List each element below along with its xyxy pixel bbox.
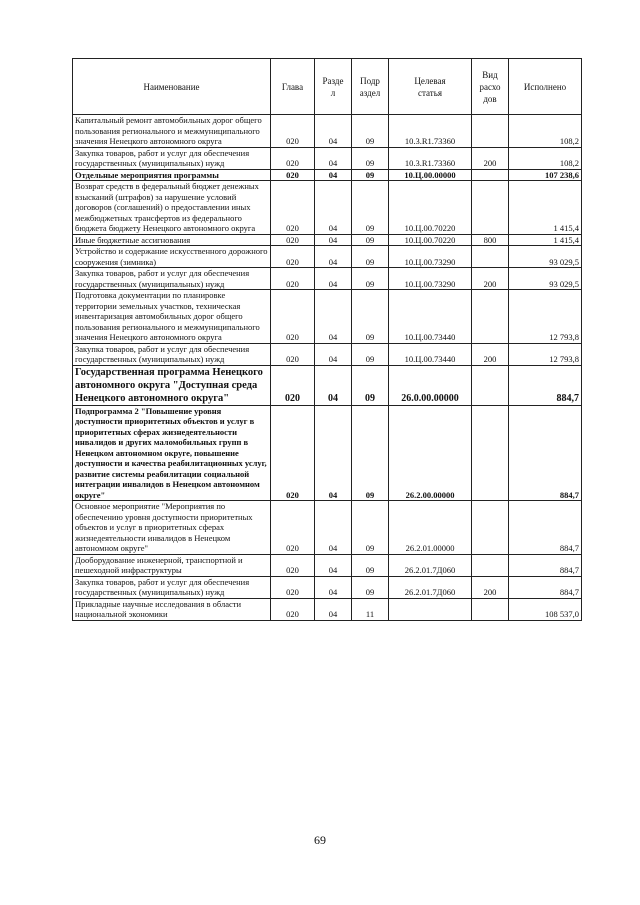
cell-razdel: 04 [315,365,352,405]
table-row [73,343,582,365]
cell-podrazdel: 09 [352,554,389,576]
cell-podrazdel: 09 [352,365,389,405]
cell-name: Возврат средств в федеральный бюджет денежных взысканий (штрафов) за нарушение условий договоров (соглашений) о предоставлении иных межбюджетных трансфертов из федерального бюджета бюджету Ненецкого автономного округа [73,181,271,235]
cell-razdel: 04 [315,598,352,620]
cell-razdel: 04 [315,343,352,365]
cell-glava: 020 [271,268,315,290]
cell-vid: 800 [472,234,509,246]
cell-podrazdel: 09 [352,290,389,344]
cell-name: Закупка товаров, работ и услуг для обеспечения государственных (муниципальных) нужд [73,343,271,365]
cell-name: Дооборудование инженерной, транспортной и пешеходной инфраструктуры [73,554,271,576]
cell-statya: 10.Ц.00.70220 [389,234,472,246]
header-glava: Глава [271,59,315,115]
cell-amount: 884,7 [509,365,582,405]
table-row [73,268,582,290]
cell-statya: 10.3.R1.73360 [389,147,472,169]
cell-amount: 93 029,5 [509,268,582,290]
table-row [73,169,582,181]
cell-glava: 020 [271,598,315,620]
cell-vid: 200 [472,343,509,365]
cell-amount: 93 029,5 [509,246,582,268]
cell-glava: 020 [271,405,315,501]
cell-amount: 1 415,4 [509,234,582,246]
cell-amount: 107 238,6 [509,169,582,181]
cell-statya: 10.Ц.00.73290 [389,246,472,268]
cell-statya: 10.Ц.00.00000 [389,169,472,181]
cell-name: Подготовка документации по планировке территории земельных участков, техническая инвентаризация автомобильных дорог общего пользования регионального и межмуниципального значения Ненецкого автономного округа [73,290,271,344]
cell-glava: 020 [271,576,315,598]
cell-name: Иные бюджетные ассигнования [73,234,271,246]
cell-razdel: 04 [315,501,352,555]
cell-podrazdel: 09 [352,169,389,181]
cell-podrazdel: 09 [352,246,389,268]
header-vid: Вид расхо дов [472,59,509,115]
cell-name: Отдельные мероприятия программы [73,169,271,181]
cell-razdel: 04 [315,554,352,576]
cell-amount: 884,7 [509,405,582,501]
cell-vid [472,246,509,268]
cell-amount: 884,7 [509,501,582,555]
cell-vid [472,598,509,620]
cell-podrazdel: 09 [352,576,389,598]
cell-podrazdel: 09 [352,268,389,290]
cell-glava: 020 [271,181,315,235]
cell-amount: 108 537,0 [509,598,582,620]
header-statya: Целевая статья [389,59,472,115]
cell-amount: 108,2 [509,147,582,169]
table-row [73,576,582,598]
cell-podrazdel: 09 [352,234,389,246]
cell-name: Устройство и содержание искусственного дорожного сооружения (зимника) [73,246,271,268]
cell-razdel: 04 [315,169,352,181]
table-row [73,501,582,555]
cell-vid [472,501,509,555]
cell-statya: 26.0.00.00000 [389,365,472,405]
cell-razdel: 04 [315,268,352,290]
header-ispolneno: Исполнено [509,59,582,115]
cell-podrazdel: 11 [352,598,389,620]
cell-vid [472,405,509,501]
header-name: Наименование [73,59,271,115]
table-row [73,405,582,501]
table-row [73,554,582,576]
cell-podrazdel: 09 [352,147,389,169]
cell-name: Закупка товаров, работ и услуг для обеспечения государственных (муниципальных) нужд [73,147,271,169]
cell-glava: 020 [271,290,315,344]
cell-statya: 26.2.01.00000 [389,501,472,555]
cell-razdel: 04 [315,234,352,246]
table-row [73,246,582,268]
cell-statya: 10.Ц.00.73440 [389,290,472,344]
cell-vid [472,290,509,344]
cell-statya: 10.Ц.00.70220 [389,181,472,235]
cell-vid: 200 [472,576,509,598]
cell-amount: 884,7 [509,576,582,598]
cell-amount: 12 793,8 [509,290,582,344]
cell-vid [472,181,509,235]
cell-glava: 020 [271,169,315,181]
cell-glava: 020 [271,115,315,148]
header-podrazdel: Подр аздел [352,59,389,115]
cell-name: Капитальный ремонт автомобильных дорог общего пользования регионального и межмуниципального значения Ненецкого автономного округа [73,115,271,148]
cell-razdel: 04 [315,181,352,235]
cell-glava: 020 [271,554,315,576]
cell-podrazdel: 09 [352,501,389,555]
cell-glava: 020 [271,147,315,169]
cell-vid [472,115,509,148]
cell-vid [472,365,509,405]
cell-razdel: 04 [315,576,352,598]
cell-razdel: 04 [315,115,352,148]
cell-amount: 12 793,8 [509,343,582,365]
cell-statya: 10.Ц.00.73440 [389,343,472,365]
table-header-row [73,59,582,115]
cell-statya: 10.Ц.00.73290 [389,268,472,290]
page-number: 69 [314,833,326,847]
cell-glava: 020 [271,501,315,555]
cell-podrazdel: 09 [352,115,389,148]
cell-glava: 020 [271,365,315,405]
table-row [73,115,582,148]
table-row [73,598,582,620]
cell-vid [472,169,509,181]
table-body [73,115,582,621]
cell-vid: 200 [472,147,509,169]
cell-razdel: 04 [315,147,352,169]
cell-name: Прикладные научные исследования в области национальной экономики [73,598,271,620]
cell-vid [472,554,509,576]
table-row [73,147,582,169]
cell-name: Подпрограмма 2 "Повышение уровня доступности приоритетных объектов и услуг в приоритетных сферах жизнедеятельности инвалидов и других маломобильных групп в Ненецком автономном округе, повышение доступности и качества реабилитационных услуг, развитие системы реабилитации социальной интеграции инвалидов в Ненецком автономном округе" [73,405,271,501]
cell-razdel: 04 [315,246,352,268]
cell-amount: 884,7 [509,554,582,576]
cell-glava: 020 [271,343,315,365]
cell-podrazdel: 09 [352,343,389,365]
cell-name: Основное мероприятие "Мероприятия по обеспечению уровня доступности приоритетных объектов и услуг в приоритетных сферах жизнедеятельности инвалидов в Ненецком автономном округе" [73,501,271,555]
cell-statya: 10.3.R1.73360 [389,115,472,148]
cell-amount: 1 415,4 [509,181,582,235]
cell-name: Закупка товаров, работ и услуг для обеспечения государственных (муниципальных) нужд [73,576,271,598]
cell-glava: 020 [271,234,315,246]
cell-razdel: 04 [315,405,352,501]
table-row [73,365,582,405]
cell-amount: 108,2 [509,115,582,148]
cell-vid: 200 [472,268,509,290]
table-row [73,234,582,246]
cell-statya [389,598,472,620]
cell-podrazdel: 09 [352,181,389,235]
cell-glava: 020 [271,246,315,268]
cell-razdel: 04 [315,290,352,344]
table-row [73,181,582,235]
cell-name: Закупка товаров, работ и услуг для обеспечения государственных (муниципальных) нужд [73,268,271,290]
cell-podrazdel: 09 [352,405,389,501]
cell-statya: 26.2.01.7Д060 [389,576,472,598]
table-row [73,290,582,344]
cell-statya: 26.2.00.00000 [389,405,472,501]
cell-statya: 26.2.01.7Д060 [389,554,472,576]
budget-table [72,58,582,621]
header-razdel: Разде л [315,59,352,115]
cell-name: Государственная программа Ненецкого автономного округа "Доступная среда Ненецкого автономного округа" [73,365,271,405]
